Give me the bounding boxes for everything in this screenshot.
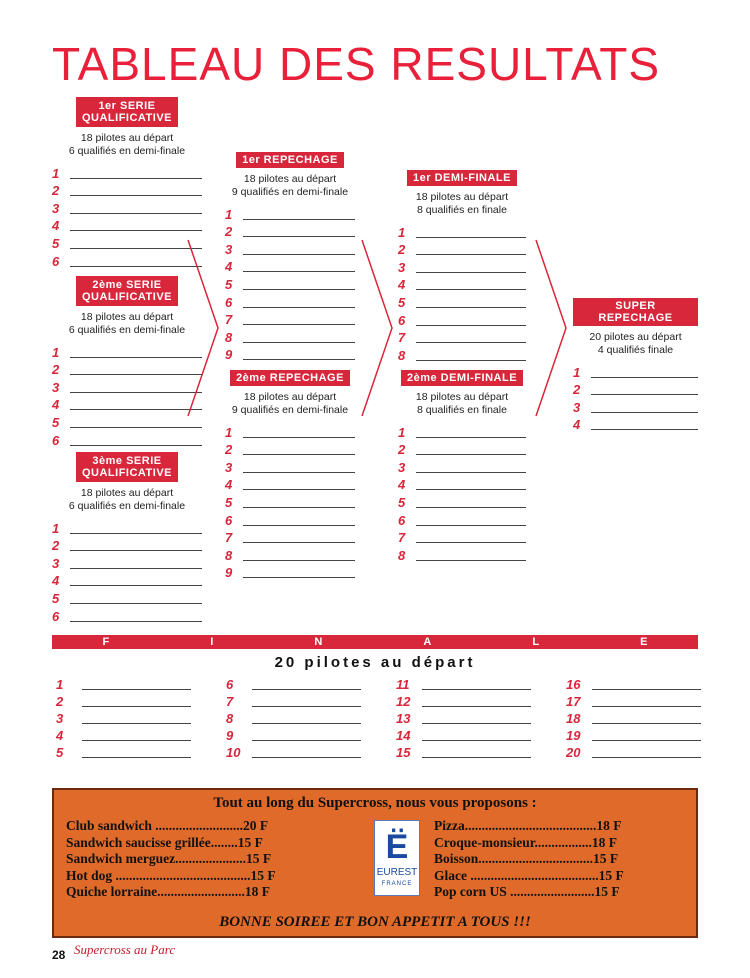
position-number: 2 — [52, 183, 60, 199]
blank-line — [70, 603, 202, 604]
blank-line — [416, 325, 526, 326]
result-line — [566, 744, 701, 761]
position-number: 7 — [225, 312, 233, 328]
blank-line — [243, 489, 355, 490]
serie-2-lines — [52, 343, 202, 449]
menu-item: Boisson..................................15 F — [434, 851, 619, 866]
blank-line — [243, 236, 355, 237]
repechage-1-lines — [225, 205, 355, 363]
result-line — [225, 511, 355, 529]
blank-line — [243, 342, 355, 343]
result-line — [225, 493, 355, 511]
blank-line — [591, 412, 698, 413]
position-number: 2 — [52, 362, 60, 378]
position-number: 6 — [52, 432, 60, 448]
result-line — [52, 164, 202, 182]
blank-line — [70, 427, 202, 428]
serie-2-info: 18 pilotes au départ 6 qualifiés en demi-finale — [68, 311, 186, 336]
result-line — [52, 413, 202, 431]
blank-line — [70, 357, 202, 358]
result-line — [52, 396, 202, 414]
blank-line — [422, 757, 531, 758]
result-line — [226, 727, 361, 744]
blank-line — [70, 392, 202, 393]
menu-item: Glace ......................................15 F — [434, 867, 624, 883]
result-line — [566, 727, 701, 744]
repechage-2-box — [225, 368, 355, 581]
position-number: 17 — [566, 694, 581, 709]
result-line — [225, 346, 355, 364]
position-number: 6 — [225, 294, 233, 310]
menu-box — [52, 788, 698, 938]
arrow-demi-to-super — [534, 238, 568, 418]
position-number: 6 — [398, 512, 406, 528]
blank-line — [243, 472, 355, 473]
blank-line — [70, 568, 202, 569]
result-line — [398, 329, 526, 347]
result-line — [396, 676, 531, 693]
position-number: 9 — [225, 347, 233, 363]
demi-finale-2-header: 2ème DEMI-FINALE — [401, 370, 523, 386]
blank-line — [416, 342, 526, 343]
blank-line — [416, 507, 526, 508]
position-number: 5 — [56, 745, 64, 760]
serie-1-lines — [52, 164, 202, 270]
position-number: 6 — [52, 253, 60, 269]
position-number: 20 — [566, 745, 581, 760]
result-line — [52, 589, 202, 607]
result-line — [566, 676, 701, 693]
blank-line — [416, 472, 526, 473]
result-line — [398, 441, 526, 459]
position-number: 7 — [226, 694, 234, 709]
result-line — [56, 710, 191, 727]
position-number: 3 — [398, 259, 406, 275]
position-number: 6 — [226, 677, 234, 692]
position-number: 2 — [398, 442, 406, 458]
arrow-series-to-repechage — [186, 238, 220, 418]
result-line — [398, 511, 526, 529]
result-line — [225, 205, 355, 223]
result-line — [398, 423, 526, 441]
position-number: 7 — [398, 530, 406, 546]
arrow-repechage-to-demi — [360, 238, 394, 418]
result-line — [398, 311, 526, 329]
blank-line — [592, 757, 701, 758]
result-line — [225, 223, 355, 241]
result-line — [52, 519, 202, 537]
position-number: 11 — [396, 677, 410, 692]
blank-line — [70, 550, 202, 551]
menu-item: Pizza.......................................18 F — [434, 818, 622, 833]
blank-line — [252, 689, 361, 690]
blank-line — [70, 266, 202, 267]
blank-line — [70, 178, 202, 179]
result-line — [573, 381, 698, 399]
finale-column-4 — [566, 676, 701, 761]
blank-line — [243, 359, 355, 360]
position-number: 6 — [398, 312, 406, 328]
result-line — [398, 529, 526, 547]
blank-line — [416, 289, 526, 290]
blank-line — [243, 219, 355, 220]
position-number: 3 — [225, 459, 233, 475]
position-number: 7 — [225, 530, 233, 546]
position-number: 8 — [226, 711, 234, 726]
blank-line — [252, 723, 361, 724]
blank-line — [70, 445, 202, 446]
demi-finale-1-box — [398, 168, 526, 364]
demi-finale-2-info: 18 pilotes au départ 8 qualifiés en finale — [415, 391, 509, 416]
position-number: 5 — [52, 414, 60, 430]
blank-line — [416, 272, 526, 273]
position-number: 10 — [226, 745, 241, 760]
result-line — [52, 361, 202, 379]
position-number: 2 — [225, 224, 233, 240]
result-line — [225, 311, 355, 329]
page-number: 28 — [52, 948, 66, 962]
position-number: 4 — [56, 728, 64, 743]
position-number: 9 — [226, 728, 234, 743]
blank-line — [70, 213, 202, 214]
position-number: 16 — [566, 677, 581, 692]
position-number: 3 — [398, 459, 406, 475]
result-line — [52, 343, 202, 361]
blank-line — [422, 740, 531, 741]
menu-item: Club sandwich ..........................20 F — [66, 818, 269, 833]
serie-3-header: 3ème SERIE QUALIFICATIVE — [76, 452, 178, 482]
serie-1-header: 1er SERIE QUALIFICATIVE — [76, 97, 178, 127]
super-repechage-lines — [573, 363, 698, 433]
position-number: 3 — [52, 200, 60, 216]
blank-line — [252, 757, 361, 758]
result-line — [396, 744, 531, 761]
result-line — [398, 458, 526, 476]
menu-item: Hot dog ........................................15 F — [66, 867, 276, 883]
result-line — [225, 546, 355, 564]
blank-line — [243, 437, 355, 438]
position-number: 5 — [52, 235, 60, 251]
result-line — [225, 275, 355, 293]
blank-line — [82, 740, 191, 741]
super-repechage-info: 20 pilotes au départ 4 qualifiés finale — [589, 331, 682, 356]
position-number: 4 — [52, 218, 60, 234]
repechage-1-header: 1er REPECHAGE — [236, 152, 344, 168]
result-line — [225, 293, 355, 311]
position-number: 8 — [398, 547, 406, 563]
result-line — [52, 554, 202, 572]
serie-3-box — [52, 452, 202, 625]
position-number: 13 — [396, 711, 411, 726]
position-number: 6 — [52, 608, 60, 624]
menu-right-column — [434, 818, 624, 901]
result-line — [52, 234, 202, 252]
menu-item: Pop corn US .........................15 F — [434, 884, 620, 899]
position-number: 4 — [225, 259, 233, 275]
result-line — [56, 744, 191, 761]
result-line — [398, 293, 526, 311]
blank-line — [243, 454, 355, 455]
blank-line — [243, 542, 355, 543]
position-number: 1 — [56, 677, 64, 692]
blank-line — [70, 374, 202, 375]
result-line — [225, 564, 355, 582]
position-number: 1 — [398, 424, 406, 440]
blank-line — [422, 723, 531, 724]
result-line — [398, 241, 526, 259]
position-number: 2 — [56, 694, 64, 709]
result-line — [225, 423, 355, 441]
result-line — [225, 258, 355, 276]
position-number: 5 — [225, 276, 233, 292]
blank-line — [82, 757, 191, 758]
demi-finale-2-box — [398, 368, 526, 564]
result-line — [226, 676, 361, 693]
position-number: 3 — [225, 241, 233, 257]
result-line — [52, 182, 202, 200]
result-line — [226, 710, 361, 727]
menu-item: Croque-monsieur.................18 F — [434, 834, 618, 850]
finale-column-3 — [396, 676, 531, 761]
result-line — [52, 431, 202, 449]
blank-line — [591, 429, 698, 430]
serie-2-box — [52, 276, 202, 449]
blank-line — [82, 706, 191, 707]
blank-line — [422, 689, 531, 690]
demi-finale-1-info: 18 pilotes au départ 8 qualifiés en finale — [415, 191, 509, 216]
repechage-2-info: 18 pilotes au départ 9 qualifiés en demi-finale — [231, 391, 349, 416]
position-number: 4 — [398, 277, 406, 293]
result-line — [225, 529, 355, 547]
finale-subtitle: 20 pilotes au départ — [274, 654, 476, 671]
result-line — [396, 693, 531, 710]
signature-logo: Supercross au Parc — [74, 942, 176, 957]
position-number: 5 — [398, 494, 406, 510]
result-line — [225, 441, 355, 459]
result-line — [56, 693, 191, 710]
menu-footer: BONNE SOIREE ET BON APPETIT A TOUS !!! — [219, 914, 531, 930]
serie-3-info: 18 pilotes au départ 6 qualifiés en demi-finale — [68, 487, 186, 512]
result-line — [398, 476, 526, 494]
blank-line — [243, 525, 355, 526]
repechage-2-lines — [225, 423, 355, 581]
position-number: 4 — [52, 397, 60, 413]
blank-line — [243, 507, 355, 508]
result-line — [398, 276, 526, 294]
blank-line — [416, 542, 526, 543]
position-number: 2 — [52, 538, 60, 554]
result-line — [52, 252, 202, 270]
result-line — [52, 537, 202, 555]
position-number: 3 — [52, 379, 60, 395]
position-number: 3 — [56, 711, 64, 726]
position-number: 19 — [566, 728, 581, 743]
super-repechage-header: SUPER REPECHAGE — [573, 298, 698, 326]
menu-title: Tout au long du Supercross, nous vous proposons : — [213, 795, 537, 811]
blank-line — [416, 237, 526, 238]
position-number: 1 — [52, 520, 60, 536]
result-line — [225, 328, 355, 346]
position-number: 7 — [398, 330, 406, 346]
result-line — [52, 199, 202, 217]
position-number: 2 — [573, 382, 581, 398]
blank-line — [416, 360, 526, 361]
result-line — [56, 676, 191, 693]
finale-column-1 — [56, 676, 191, 761]
blank-line — [252, 740, 361, 741]
position-number: 2 — [225, 442, 233, 458]
position-number: 4 — [225, 477, 233, 493]
position-number: 15 — [396, 745, 411, 760]
blank-line — [591, 377, 698, 378]
blank-line — [416, 454, 526, 455]
blank-line — [416, 307, 526, 308]
result-line — [398, 258, 526, 276]
result-line — [225, 458, 355, 476]
result-line — [52, 217, 202, 235]
position-number: 9 — [225, 565, 233, 581]
result-line — [396, 710, 531, 727]
position-number: 1 — [52, 344, 60, 360]
position-number: 1 — [225, 206, 233, 222]
blank-line — [82, 689, 191, 690]
position-number: 5 — [225, 494, 233, 510]
position-number: 4 — [573, 417, 581, 433]
demi-finale-1-header: 1er DEMI-FINALE — [407, 170, 517, 186]
menu-item: Quiche lorraine..........................18 F — [66, 884, 270, 899]
result-line — [398, 346, 526, 364]
result-line — [225, 240, 355, 258]
blank-line — [416, 254, 526, 255]
repechage-1-info: 18 pilotes au départ 9 qualifiés en demi-finale — [231, 173, 349, 198]
result-line — [396, 727, 531, 744]
menu-item: Sandwich saucisse grillée........15 F — [66, 834, 263, 850]
position-number: 8 — [398, 347, 406, 363]
finale-banner: F I N A L E — [52, 635, 698, 649]
result-line — [226, 693, 361, 710]
blank-line — [592, 689, 701, 690]
position-number: 18 — [566, 711, 581, 726]
page-title: TABLEAU DES RESULTATS — [52, 38, 661, 90]
position-number: 6 — [225, 512, 233, 528]
result-line — [398, 493, 526, 511]
position-number: 1 — [398, 224, 406, 240]
blank-line — [70, 409, 202, 410]
position-number: 4 — [398, 477, 406, 493]
blank-line — [243, 254, 355, 255]
result-line — [566, 710, 701, 727]
result-line — [56, 727, 191, 744]
position-number: 8 — [225, 547, 233, 563]
position-number: 3 — [52, 555, 60, 571]
repechage-1-box — [225, 150, 355, 363]
position-number: 1 — [573, 364, 581, 380]
result-line — [573, 398, 698, 416]
result-line — [52, 572, 202, 590]
result-line — [566, 693, 701, 710]
blank-line — [243, 560, 355, 561]
blank-line — [592, 723, 701, 724]
blank-line — [243, 577, 355, 578]
serie-2-header: 2ème SERIE QUALIFICATIVE — [76, 276, 178, 306]
position-number: 14 — [396, 728, 411, 743]
eurest-logo: Ë EUREST FRANCE — [374, 820, 420, 896]
menu-item: Sandwich merguez.....................15 F — [66, 851, 272, 866]
blank-line — [243, 307, 355, 308]
result-line — [573, 416, 698, 434]
blank-line — [252, 706, 361, 707]
result-line — [398, 223, 526, 241]
demi-finale-1-lines — [398, 223, 526, 364]
blank-line — [70, 533, 202, 534]
blank-line — [591, 394, 698, 395]
blank-line — [416, 437, 526, 438]
super-repechage-box — [573, 298, 698, 433]
blank-line — [70, 585, 202, 586]
result-line — [398, 546, 526, 564]
blank-line — [243, 324, 355, 325]
serie-1-info: 18 pilotes au départ 6 qualifiés en demi-finale — [68, 132, 186, 157]
blank-line — [416, 525, 526, 526]
position-number: 5 — [52, 590, 60, 606]
blank-line — [592, 740, 701, 741]
blank-line — [416, 560, 526, 561]
blank-line — [416, 489, 526, 490]
position-number: 1 — [52, 165, 60, 181]
serie-3-lines — [52, 519, 202, 625]
serie-1-box — [52, 97, 202, 270]
blank-line — [592, 706, 701, 707]
blank-line — [243, 289, 355, 290]
finale-column-2 — [226, 676, 361, 761]
menu-left-column — [66, 818, 276, 901]
position-number: 5 — [398, 294, 406, 310]
demi-finale-2-lines — [398, 423, 526, 564]
position-number: 8 — [225, 329, 233, 345]
position-number: 2 — [398, 242, 406, 258]
position-number: 4 — [52, 573, 60, 589]
blank-line — [70, 248, 202, 249]
result-line — [573, 363, 698, 381]
position-number: 1 — [225, 424, 233, 440]
result-line — [225, 476, 355, 494]
blank-line — [422, 706, 531, 707]
result-line — [226, 744, 361, 761]
result-line — [52, 607, 202, 625]
blank-line — [70, 195, 202, 196]
result-line — [52, 378, 202, 396]
blank-line — [243, 271, 355, 272]
position-number: 12 — [396, 694, 411, 709]
blank-line — [82, 723, 191, 724]
blank-line — [70, 621, 202, 622]
position-number: 3 — [573, 399, 581, 415]
blank-line — [70, 230, 202, 231]
repechage-2-header: 2ème REPECHAGE — [230, 370, 350, 386]
